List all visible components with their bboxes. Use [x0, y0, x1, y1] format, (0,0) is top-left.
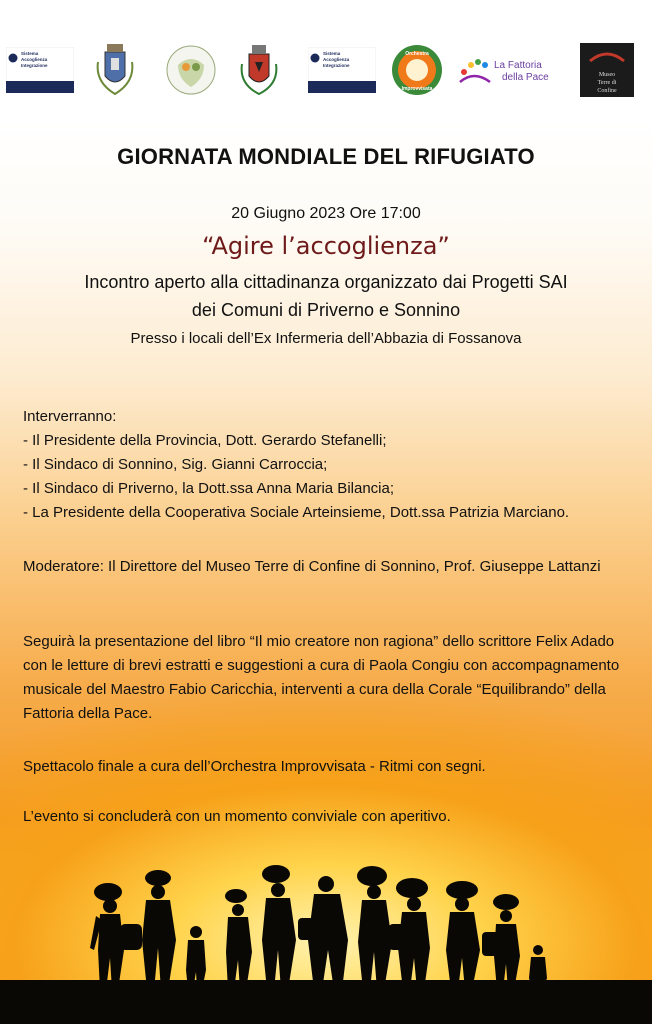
closing-paragraph: L’evento si concluderà con un momento conviviale con aperitivo. — [23, 808, 451, 825]
orchestra-logo-line: Orchestra — [405, 51, 429, 57]
sai-logo-line: Sistema — [21, 51, 39, 56]
speaker-item: - Il Presidente della Provincia, Dott. Gerardo Stefanelli; — [23, 432, 387, 449]
event-subtitle-line2: dei Comuni di Priverno e Sonnino — [191, 300, 461, 320]
speakers-section — [23, 405, 635, 525]
crest-logo-2 — [236, 42, 282, 98]
speaker-item: - Il Sindaco di Sonnino, Sig. Gianni Carroccia; — [23, 456, 328, 473]
fattoria-logo-line: La Fattoria — [494, 60, 542, 71]
sai-logo-line: Accoglienza — [323, 57, 350, 62]
event-date: 20 Giugno 2023 Ore 17:00 — [231, 205, 421, 222]
sai-logo-line: Sistema — [323, 51, 341, 56]
museo-logo-line: Confine — [597, 88, 617, 94]
sai-logo-line: Integrazione — [21, 63, 48, 68]
cooperativa-logo — [164, 42, 218, 98]
speaker-item: - Il Sindaco di Priverno, la Dott.ssa Anna Maria Bilancia; — [23, 480, 395, 497]
museo-logo-line: Terre di — [597, 80, 617, 86]
fattoria-logo — [456, 42, 564, 98]
event-subtitle-line1: Incontro aperto alla cittadinanza organizzato dai Progetti SAI — [84, 272, 568, 292]
sai-logo-2 — [308, 42, 376, 98]
moderator-paragraph: Moderatore: Il Direttore del Museo Terre di Confine di Sonnino, Prof. Giuseppe Lattanzi — [23, 558, 601, 575]
event-headline: “Agire l’accoglienza” — [202, 232, 450, 260]
speaker-item: - La Presidente della Cooperativa Sociale Arteinsieme, Dott.ssa Patrizia Marciano. — [23, 504, 570, 521]
fattoria-logo-line: della Pace — [502, 72, 549, 83]
people-silhouette-illustration — [0, 840, 652, 1024]
museo-logo — [580, 42, 634, 98]
orchestra-logo-line: Improvvisata — [401, 86, 433, 92]
logo-strip — [0, 0, 652, 108]
orchestra-logo — [390, 42, 444, 98]
sai-logo-line: Accoglienza — [21, 57, 48, 62]
event-venue: Presso i locali dell’Ex Infermeria dell’Abbazia di Fossanova — [130, 330, 522, 347]
speakers-heading: Interverranno: — [23, 408, 117, 425]
sai-logo — [6, 42, 74, 98]
show-paragraph: Spettacolo finale a cura dell’Orchestra Improvvisata - Ritmi con segni. — [23, 758, 486, 775]
museo-logo-line: Museo — [598, 72, 616, 78]
crest-logo — [92, 42, 138, 98]
presentation-paragraph: Seguirà la presentazione del libro “Il mio creatore non ragiona” dello scrittore Felix Adado con le letture di brevi estratti e suggestioni a cura di Paola Congiu con accompagnamento musicale del Maestro Fabio Caricchia, interventi a cura della Corale “Equilibrando” della Fattoria della Pace. — [23, 633, 620, 722]
sai-logo-line: Integrazione — [323, 63, 350, 68]
page-title: GIORNATA MONDIALE DEL RIFUGIATO — [117, 144, 535, 169]
